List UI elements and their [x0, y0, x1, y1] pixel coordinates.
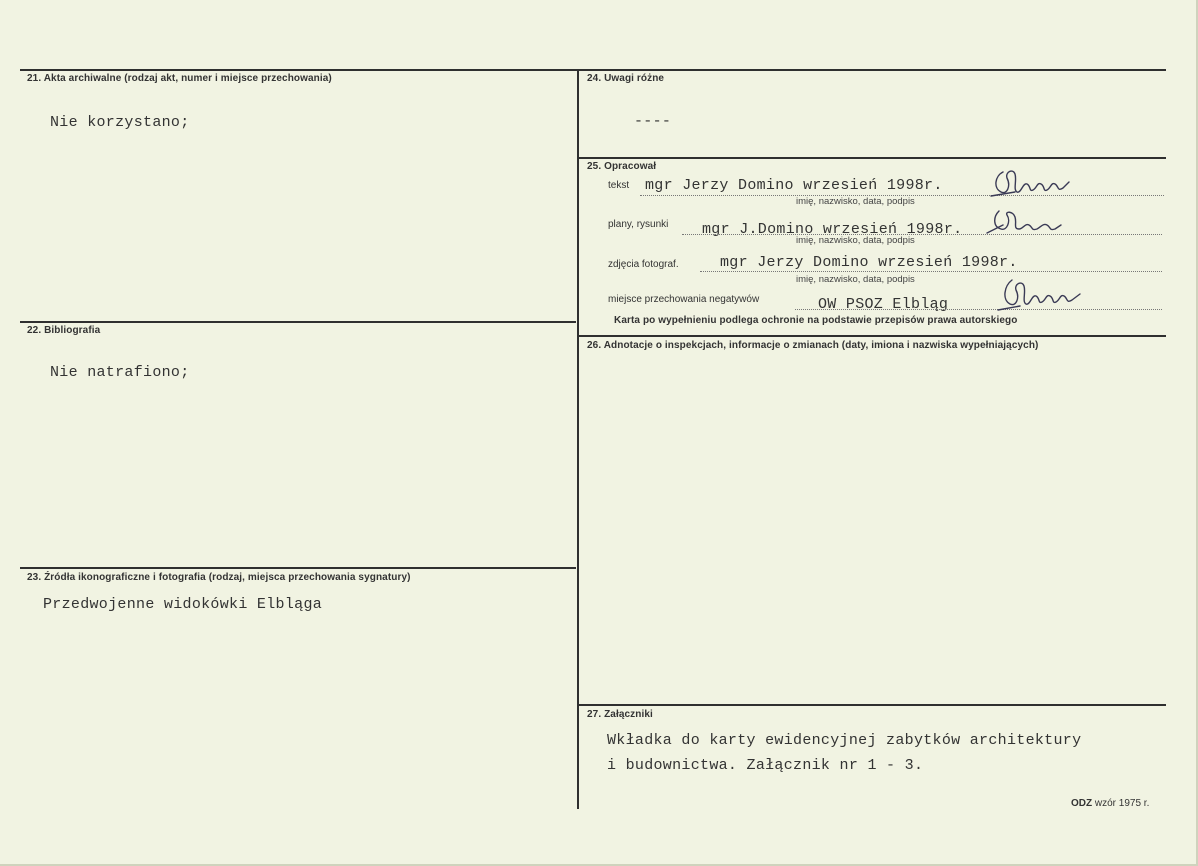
- form-code-text: wzór 1975 r.: [1094, 798, 1150, 809]
- rule-23: [20, 567, 576, 569]
- section-23-value: Przedwojenne widokówki Elbląga: [43, 596, 323, 613]
- section-27-line-2: i budownictwa. Załącznik nr 1 - 3.: [607, 757, 924, 774]
- negatives-label: miejsce przechowania negatywów: [608, 294, 760, 305]
- center-divider: [577, 69, 579, 809]
- negatives-value: OW PSOZ Elbląg: [818, 296, 949, 313]
- top-rule: [20, 69, 1166, 71]
- text-label: tekst: [608, 180, 630, 191]
- text-caption: imię, nazwisko, data, podpis: [796, 196, 915, 207]
- plans-caption: imię, nazwisko, data, podpis: [796, 235, 915, 246]
- section-22-value: Nie natrafiono;: [50, 364, 190, 381]
- section-27-line-1: Wkładka do karty ewidencyjnej zabytków architektury: [607, 732, 1082, 749]
- section-25-label: 25. Opracował: [587, 161, 657, 172]
- rule-25: [579, 157, 1166, 159]
- signature-text: [985, 166, 1075, 200]
- photos-label: zdjęcia fotograf.: [608, 259, 679, 270]
- plans-label: plany, rysunki: [608, 219, 669, 230]
- form-code: [1071, 798, 1149, 809]
- section-24-label: 24. Uwagi różne: [587, 73, 665, 84]
- text-value: mgr Jerzy Domino wrzesień 1998r.: [645, 177, 943, 194]
- copyright-note: Karta po wypełnieniu podlega ochronie na podstawie przepisów prawa autorskiego: [614, 315, 1018, 326]
- rule-22: [20, 321, 576, 323]
- section-21-value: Nie korzystano;: [50, 114, 190, 131]
- rule-27: [579, 704, 1166, 706]
- section-26-label: 26. Adnotacje o inspekcjach, informacje o zmianach (daty, imiona i nazwiska wypełniających): [587, 340, 1039, 351]
- plans-value: mgr J.Domino wrzesień 1998r.: [702, 221, 963, 238]
- section-27-label: 27. Załączniki: [587, 709, 653, 720]
- plans-dotted-line: [682, 234, 1162, 235]
- section-22-label: 22. Bibliografia: [27, 325, 101, 336]
- section-21-label: 21. Akta archiwalne (rodzaj akt, numer i miejsce przechowania): [27, 73, 332, 84]
- section-23-label: 23. Źródła ikonograficzne i fotografia (rodzaj, miejsca przechowania sygnatury): [27, 572, 411, 583]
- signature-plans: [983, 207, 1063, 237]
- photos-value: mgr Jerzy Domino wrzesień 1998r.: [720, 254, 1018, 271]
- rule-26: [579, 335, 1166, 337]
- section-24-value: ----: [634, 113, 672, 130]
- form-code-bold: ODZ: [1071, 798, 1093, 809]
- signature-negatives: [990, 276, 1085, 312]
- photos-dotted-line: [700, 271, 1162, 272]
- photos-caption: imię, nazwisko, data, podpis: [796, 274, 915, 285]
- negatives-dotted-line: [795, 309, 1162, 310]
